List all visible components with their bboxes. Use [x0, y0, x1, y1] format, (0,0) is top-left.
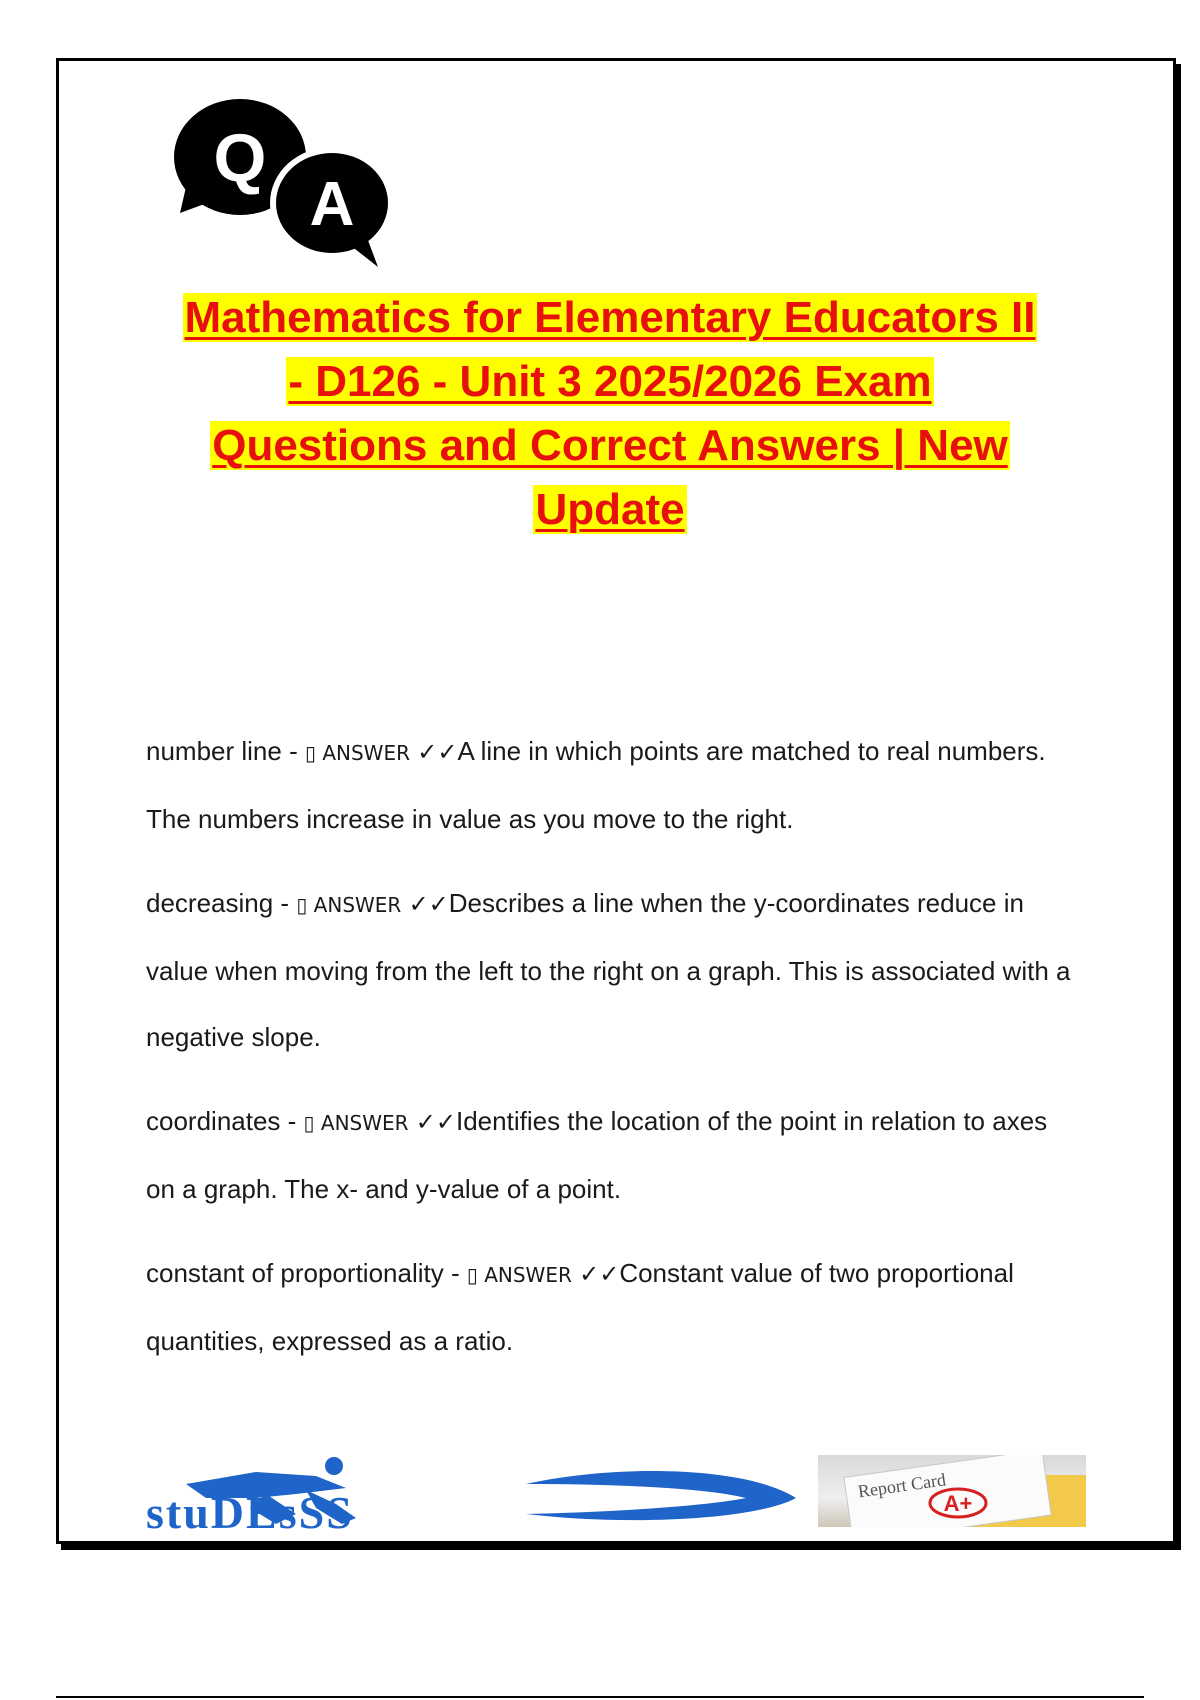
qa-term: constant of proportionality - [146, 1258, 467, 1288]
logo-a-letter: A [309, 170, 355, 239]
brand-logo [146, 1454, 816, 1532]
qa-item-coordinates [146, 1088, 1076, 1222]
qa-term: coordinates - [146, 1106, 304, 1136]
check-marks-icon: ✓✓ [408, 890, 449, 918]
document-title [120, 286, 1100, 542]
title-line-3: Questions and Correct Answers | New [212, 421, 1008, 470]
qa-item-decreasing [146, 870, 1076, 1070]
brand-text: stuDEsSS [146, 1487, 354, 1532]
qa-definition: Constant value of two proportional quantities, expressed as a ratio. [146, 1258, 1014, 1356]
page-bottom-rule [56, 1696, 1144, 1698]
logo-q-letter: Q [213, 120, 267, 196]
answer-marker: ▯ ANSWER [296, 893, 402, 917]
qa-item-number-line [146, 718, 1076, 852]
report-card-label: Report Card [856, 1469, 948, 1502]
title-line-4: Update [535, 485, 685, 534]
qa-definition: Identifies the location of the point in relation to axes on a graph. The x- and y-value of a point. [146, 1106, 1048, 1204]
qa-list [146, 718, 1076, 1392]
title-line-2: - D126 - Unit 3 2025/2026 Exam [288, 357, 932, 406]
answer-marker: ▯ ANSWER [303, 1111, 409, 1135]
check-marks-icon: ✓✓ [415, 1108, 456, 1136]
title-line-1: Mathematics for Elementary Educators II [184, 293, 1036, 342]
report-card-image [818, 1455, 1086, 1527]
check-marks-icon: ✓✓ [417, 738, 458, 766]
qa-term: number line - [146, 736, 305, 766]
answer-marker: ▯ ANSWER [466, 1263, 572, 1287]
a-bubble-icon [270, 147, 394, 267]
grade-text: A+ [943, 1491, 973, 1516]
answer-marker: ▯ ANSWER [304, 741, 410, 765]
swoosh-icon [526, 1471, 796, 1520]
qa-speech-bubbles-logo [172, 95, 402, 270]
check-marks-icon: ✓✓ [579, 1260, 620, 1288]
qa-item-constant-of-proportionality [146, 1240, 1076, 1374]
qa-definition: A line in which points are matched to real numbers. The numbers increase in value as you move to the right. [146, 736, 1046, 834]
qa-definition: Describes a line when the y-coordinates reduce in value when moving from the left to the right on a graph. This is associated with a negative slope. [146, 888, 1071, 1052]
qa-term: decreasing - [146, 888, 297, 918]
